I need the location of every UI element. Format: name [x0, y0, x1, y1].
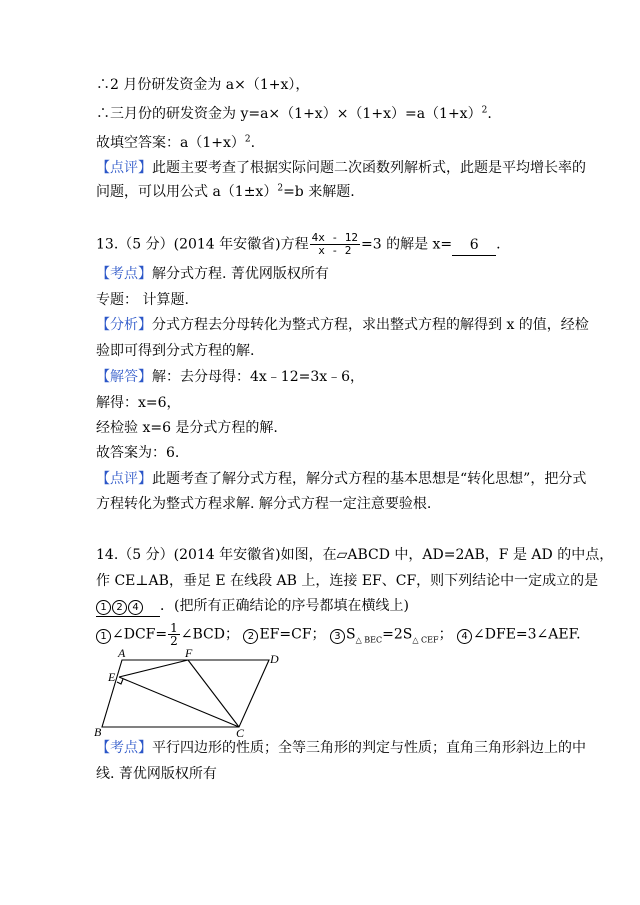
- comment-line-2: 问题，可以用公式 $a(1\pm x)^2=b$ 来解题.: [96, 183, 355, 200]
- label-a: A: [118, 648, 126, 660]
- label-b: B: [94, 725, 102, 738]
- answer-blank: 6: [452, 235, 496, 256]
- q13-jianyan: 经检验 x=6 是分式方程的解.: [96, 420, 278, 436]
- q14-kaodian-2: 线. 菁优网版权所有: [96, 766, 217, 782]
- q14-kaodian-1: 【考点】平行四边形的性质；全等三角形的判定与性质；直角三角形斜边上的中: [96, 740, 586, 756]
- q13-jieda: 【解答】解：去分母得：4x﹣12=3x﹣6，: [96, 369, 365, 385]
- question-13-stem: 13.（5 分）(2014 年安徽省)方程 $\frac{4x - 12}{x - 2}$ =3 的解是 x= 6 .: [96, 231, 501, 257]
- parallelogram-abcd: [102, 660, 269, 727]
- solution-line-1: ∴2 月份研发资金为 a×（1+x），: [96, 77, 310, 93]
- question-14-line-1: 14.（5 分）(2014 年安徽省)如图，在▱ABCD 中，AD=2AB，F 是 AD 的中点，: [96, 547, 614, 563]
- q13-jiede: 解得：x=6，: [96, 395, 181, 411]
- q13-dianping-2: 方程转化为整式方程求解. 解分式方程一定注意要验根.: [96, 496, 432, 512]
- q13-fenxi-1: 【分析】分式方程去分母转化为整式方程，求出整式方程的解得到 x 的值，经检: [96, 317, 589, 333]
- solution-line-2: ∴三月份的研发资金为 $y=a\times(1+x)\times(1+x)=a(1+x)^2$.: [96, 105, 492, 122]
- solution-line-3: 故填空答案：$a(1+x)^2$.: [96, 134, 256, 151]
- q13-daan: 故答案为：6.: [96, 445, 180, 461]
- segment-ec: [119, 677, 239, 727]
- answer-blank: 1 2 4: [96, 596, 160, 617]
- label-d: D: [270, 652, 279, 666]
- label-e: E: [108, 670, 116, 684]
- parallelogram-figure: [92, 648, 282, 738]
- q13-fenxi-2: 验即可得到分式方程的解.: [96, 343, 255, 359]
- comment-line-1: 【点评】此题主要考查了根据实际问题二次函数列解析式，此题是平均增长率的: [96, 160, 586, 176]
- option-fraction: $\frac{1}{2}$: [170, 621, 178, 648]
- q13-zhuanti: 专题： 计算题.: [96, 292, 189, 308]
- q13-dianping-1: 【点评】此题考查了解分式方程，解分式方程的基本思想是“转化思想”，把分式: [96, 471, 587, 487]
- label-f: F: [185, 648, 193, 660]
- question-14-options: 1 ∠DCF= $\frac{1}{2}$ ∠BCD； 2 EF=CF； 3 $S_{\triangle BEC}=2S_{\triangle CEF}$； 4 ∠DFE=3∠AEF.: [96, 622, 581, 647]
- question-14-line-2: 作 CE⊥AB，垂足 E 在线段 AB 上，连接 EF、CF，则下列结论中一定成立的是: [96, 573, 599, 589]
- question-14-line-3: 1 2 4 ．(把所有正确结论的序号都填在横线上): [96, 596, 409, 617]
- q13-kaodian: 【考点】解分式方程. 菁优网版权所有: [96, 266, 329, 282]
- comment-tag: 【点评】: [96, 160, 152, 176]
- segment-ef: [119, 660, 188, 677]
- right-angle-mark: [117, 679, 123, 684]
- label-c: C: [236, 726, 245, 738]
- equation-fraction: $\frac{4x - 12}{x - 2}$: [311, 231, 358, 257]
